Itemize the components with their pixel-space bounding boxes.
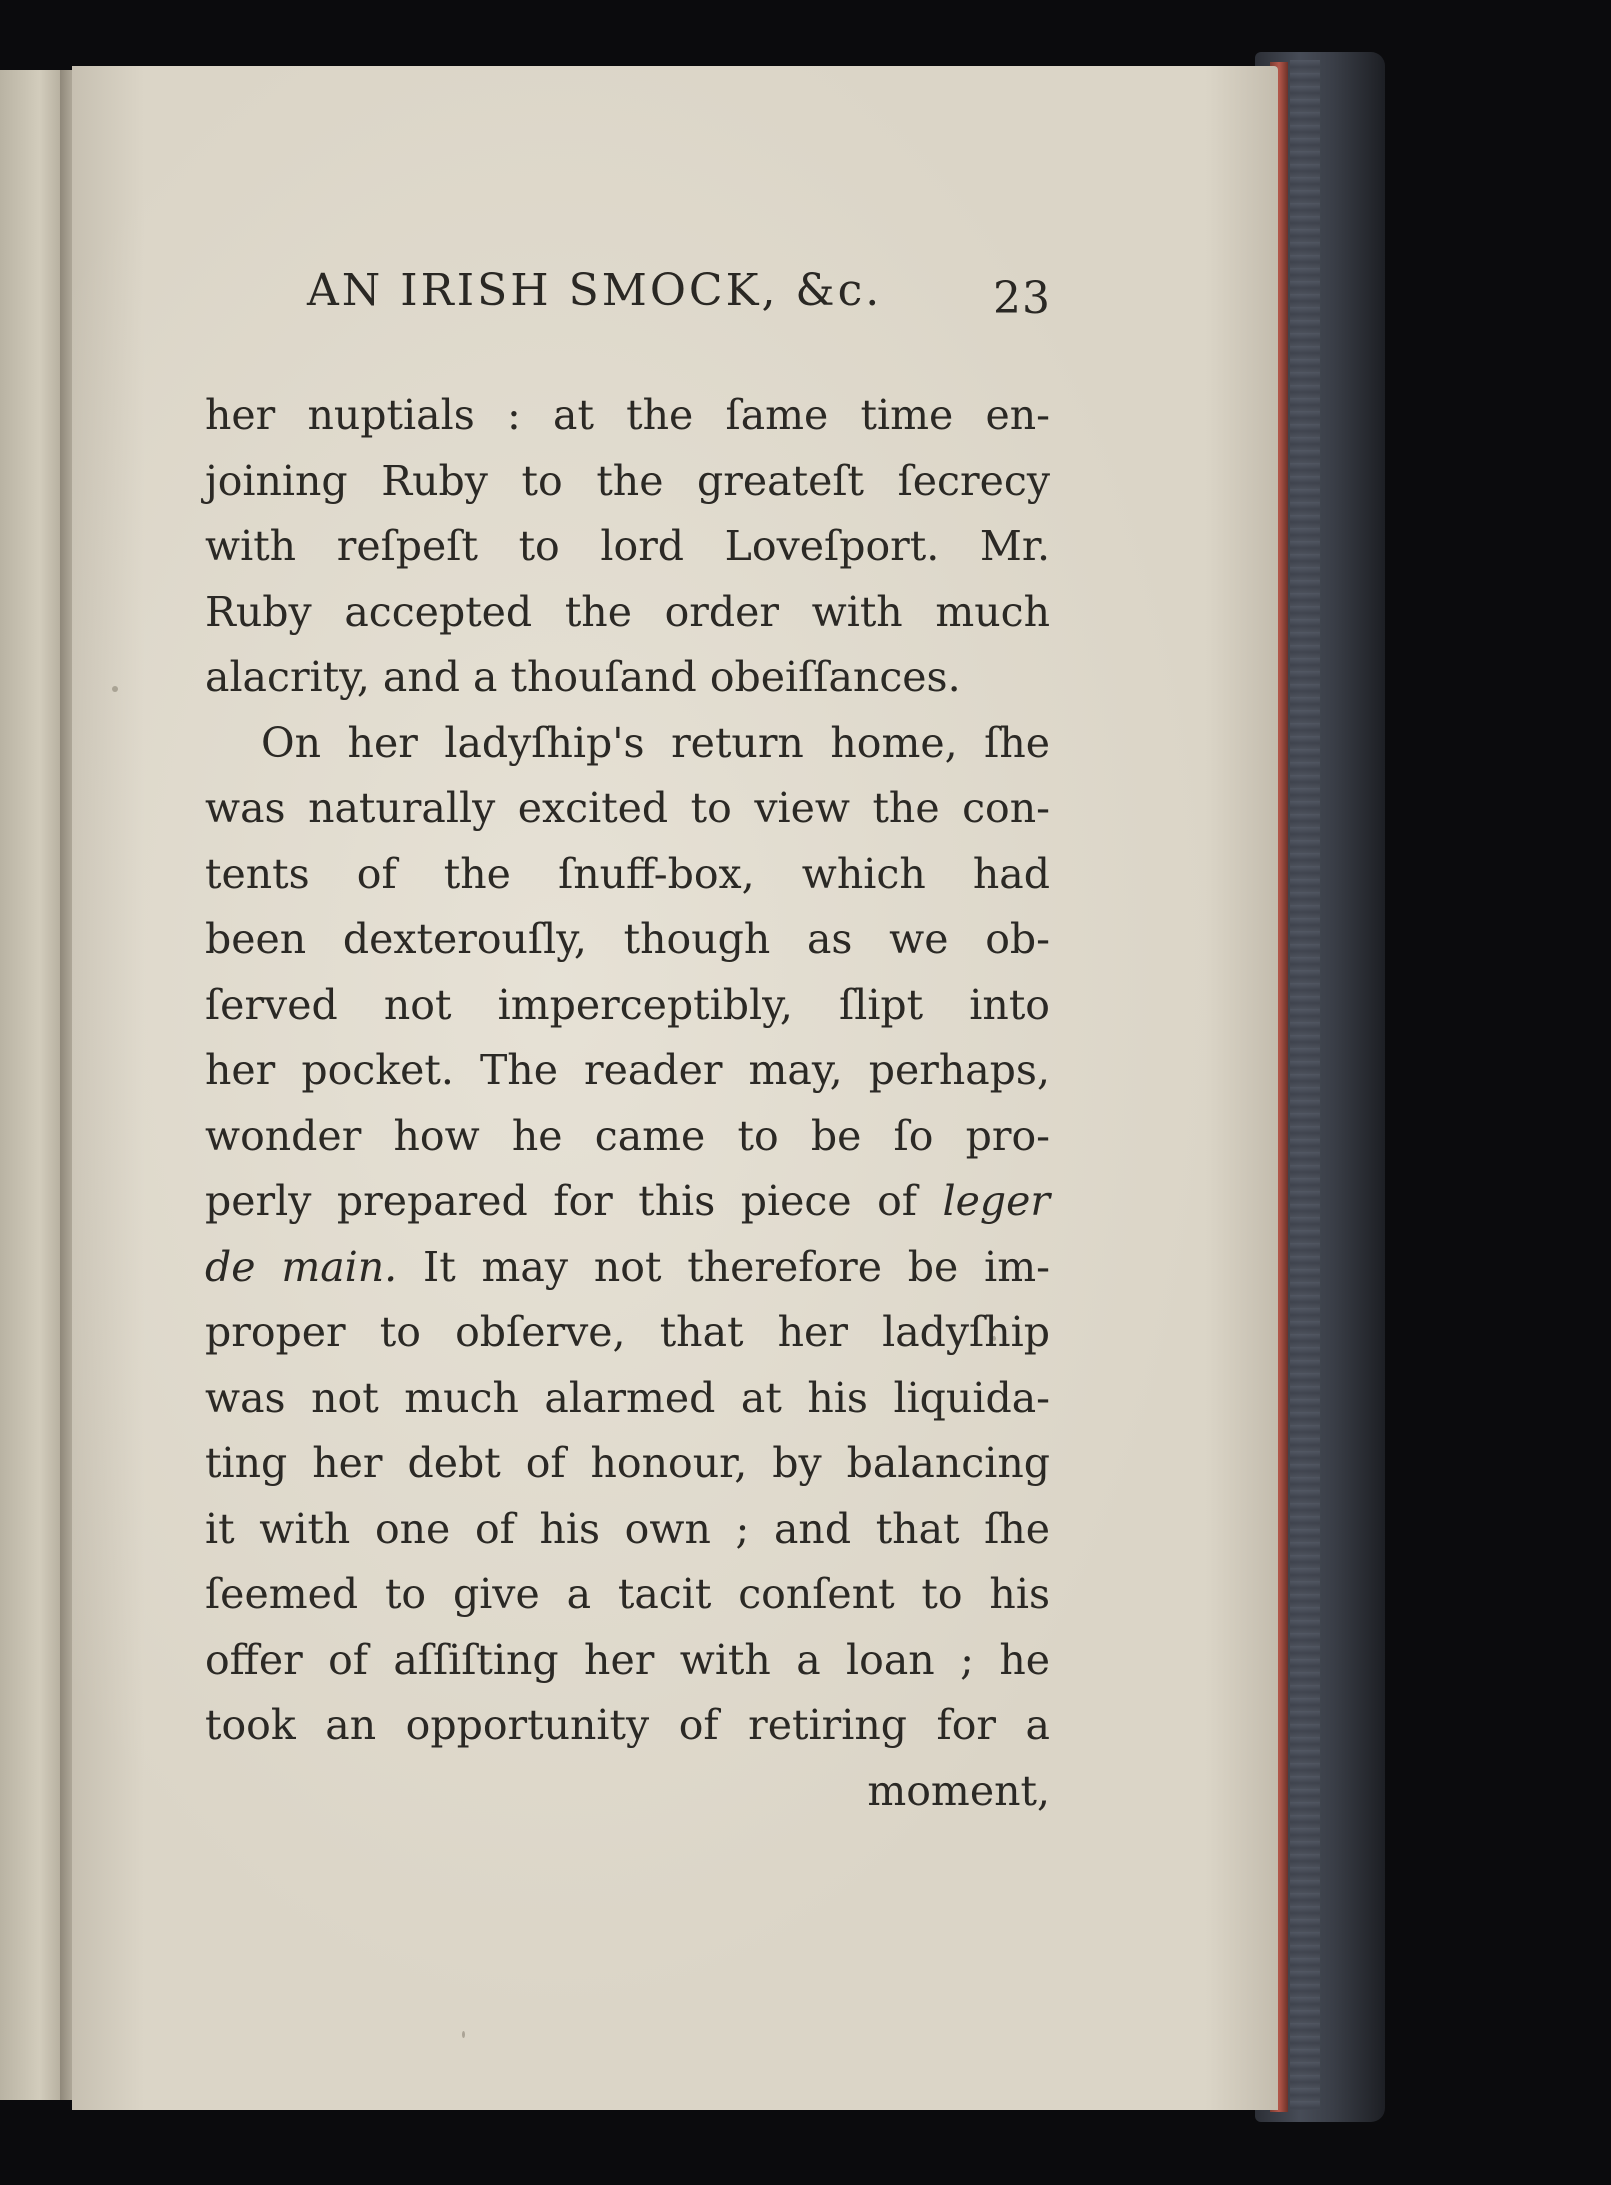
- paper-fleck: [112, 686, 118, 692]
- text-line: wonder how he came to be ſo pro-: [205, 1111, 1050, 1160]
- text-line: On her ladyſhip's return home, ſhe: [261, 718, 1050, 767]
- text-line-with-italic: [205, 1169, 1050, 1235]
- text-line: her nuptials : at the ſame time en-: [205, 391, 1050, 439]
- text-line: was not much alarmed at his liquida-: [205, 1373, 1050, 1422]
- page-header: [235, 265, 1055, 335]
- italic-phrase: leger: [942, 1177, 1050, 1225]
- text-line: ſeemed to give a tacit conſent to his: [205, 1570, 1050, 1618]
- text-line: been dexterouſly, though as we ob-: [205, 915, 1050, 963]
- text-line: with reſpeſt to lord Loveſport. Mr.: [205, 522, 1050, 570]
- text-line-with-italic: [205, 1235, 1050, 1301]
- catchword: moment,: [867, 1766, 1050, 1815]
- paper-fleck: [462, 2031, 465, 2038]
- text-line: was naturally excited to view the con-: [205, 784, 1050, 832]
- cover-edge: [1290, 60, 1320, 2110]
- text-line: offer of aſſiſting her with a loan ; he: [205, 1635, 1050, 1684]
- body-text: [205, 383, 1050, 1824]
- text-line: her pocket. The reader may, perhaps,: [205, 1046, 1050, 1094]
- text-line: joining Ruby to the greateſt ſecrecy: [205, 456, 1050, 505]
- italic-phrase: de main.: [205, 1242, 398, 1291]
- text-segment: It may not therefore be im-: [423, 1242, 1050, 1291]
- text-line: tents of the ſnuff-box, which had: [205, 849, 1050, 898]
- text-line: it with one of his own ; and that ſhe: [205, 1504, 1050, 1553]
- text-line: proper to obſerve, that her ladyſhip: [205, 1308, 1050, 1356]
- text-line: ſerved not imperceptibly, ſlipt into: [205, 980, 1050, 1029]
- running-title: AN IRISH SMOCK, &c.: [307, 265, 883, 316]
- text-line: Ruby accepted the order with much: [205, 587, 1050, 636]
- page-number: 23: [993, 273, 1051, 324]
- text-segment: perly prepared for this piece of: [205, 1177, 917, 1225]
- text-line: ting her debt of honour, by balancing: [205, 1439, 1050, 1487]
- text-line: took an opportunity of retiring for a: [205, 1701, 1050, 1749]
- text-line: alacrity, and a thouſand obeiſſances.: [205, 653, 961, 701]
